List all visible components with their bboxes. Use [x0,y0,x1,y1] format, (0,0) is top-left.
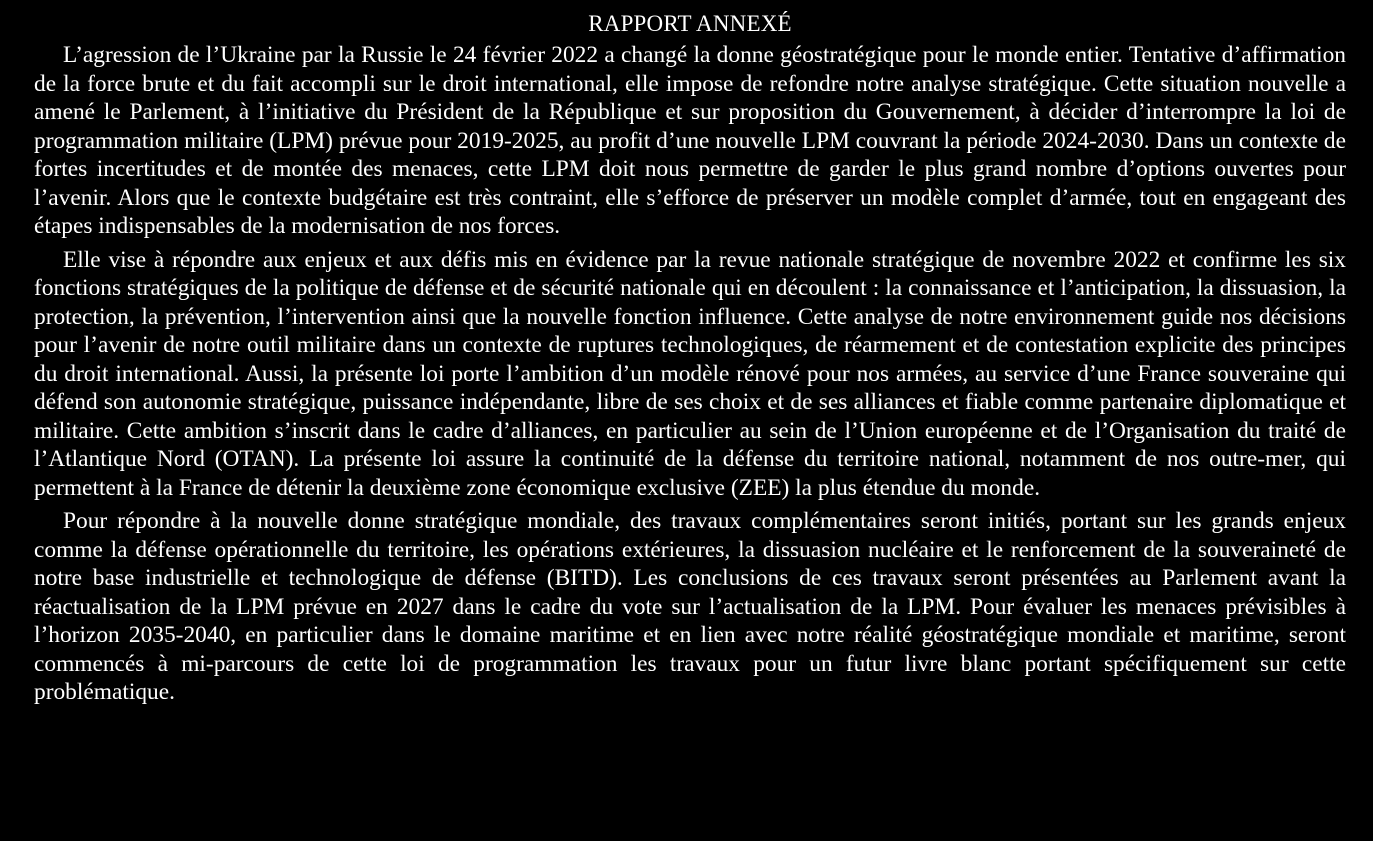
document-title: RAPPORT ANNEXÉ [588,11,792,36]
paragraph-1: L’agression de l’Ukraine par la Russie le 24 février 2022 a changé la donne géostratégique pour le monde entier. Tentative d’affirmation de la force brute et du fait accompli sur le droit international, elle impose de refondre notre analyse stratégique. Cette situation nouvelle a amené le Parlement, à l’initiative du Président de la République et sur proposition du Gouvernement, à décider d’interrompre la loi de programmation militaire (LPM) prévue pour 2019-2025, au profit d’une nouvelle LPM couvrant la période 2024-2030. Dans un contexte de fortes incertitudes et de montée des menaces, cette LPM doit nous permettre de garder le plus grand nombre d’options ouvertes pour l’avenir. Alors que le contexte budgétaire est très contraint, elle s’efforce de préserver un modèle complet d’armée, tout en engageant des étapes indispensables de la modernisation de nos forces. [34,42,1346,239]
paragraph-2: Elle vise à répondre aux enjeux et aux défis mis en évidence par la revue nationale stratégique de novembre 2022 et confirme les six fonctions stratégiques de la politique de défense et de sécurité nationale qui en découlent : la connaissance et l’anticipation, la dissuasion, la protection, la prévention, l’intervention ainsi que la nouvelle fonction influence. Cette analyse de notre environnement guide nos décisions pour l’avenir de notre outil militaire dans un contexte de ruptures technologiques, de réarmement et de contestation explicite des principes du droit international. Aussi, la présente loi porte l’ambition d’un modèle rénové pour nos armées, au service d’une France souveraine qui défend son autonomie stratégique, puissance indépendante, libre de ses choix et de ses alliances et fiable comme partenaire diplomatique et militaire. Cette ambition s’inscrit dans le cadre d’alliances, en particulier au sein de l’Union européenne et de l’Organisation du traité de l’Atlantique Nord (OTAN). La présente loi assure la continuité de la défense du territoire national, notamment de nos outre-mer, qui permettent à la France de détenir la deuxième zone économique exclusive (ZEE) la plus étendue du monde. [34,246,1346,501]
paragraph-3: Pour répondre à la nouvelle donne stratégique mondiale, des travaux complémentaires seront initiés, portant sur les grands enjeux comme la défense opérationnelle du territoire, les opérations extérieures, la dissuasion nucléaire et le renforcement de la souveraineté de notre base industrielle et technologique de défense (BITD). Les conclusions de ces travaux seront présentées au Parlement avant la réactualisation de la LPM prévue en 2027 dans le cadre du vote sur l’actualisation de la LPM. Pour évaluer les menaces prévisibles à l’horizon 2035-2040, en particulier dans le domaine maritime et en lien avec notre réalité géostratégique mondiale et maritime, seront commencés à mi-parcours de cette loi de programmation les travaux pour un futur livre blanc portant spécifiquement sur cette problématique. [34,508,1346,705]
